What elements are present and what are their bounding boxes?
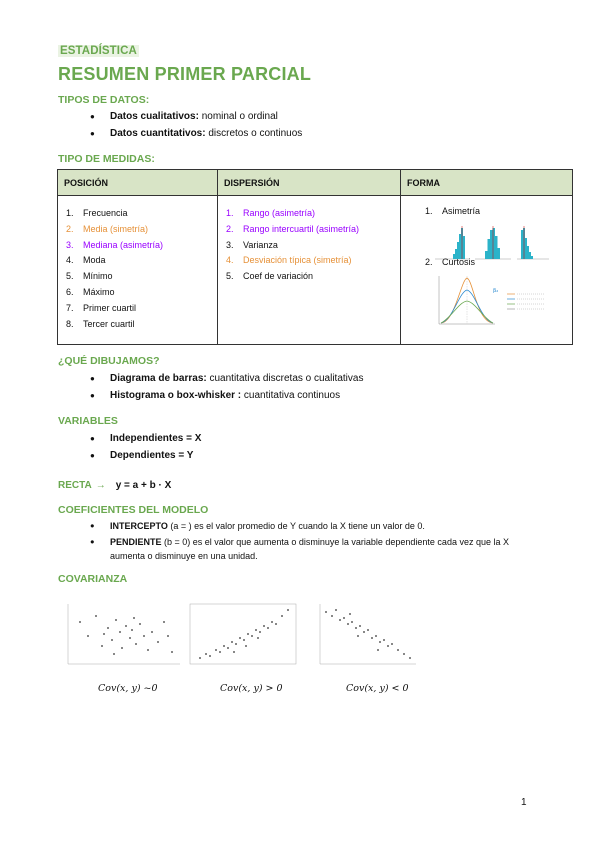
list-item: ● PENDIENTE (b = 0) es el valor que aumenta o disminuye la variable dependiente cada vez que la X aumenta o disminuye en una unidad. (90, 535, 540, 563)
list-item: 4. Desviación típica (simetría) (226, 255, 352, 266)
dispersion-list (218, 206, 400, 285)
list-item: 2. Rango intercuartil (asimetría) (226, 223, 360, 234)
cov-label-positive: Cov(x, y) > 0 (220, 683, 283, 694)
scatter-cov-zero-image (60, 602, 184, 676)
list-item: 1. Frecuencia (66, 208, 128, 218)
medidas-table (57, 169, 573, 345)
histogram-right-skew (517, 226, 549, 259)
list-item: 5. Mínimo (66, 271, 113, 282)
list-item: ● Diagrama de barras: cuantitativa discretas o cualitativas (90, 370, 363, 387)
list-item: ● INTERCEPTO (a = ) es el valor promedio de Y cuando la X tiene un valor de 0. (90, 519, 540, 533)
coeficientes-list (90, 519, 540, 565)
dispersion-cell (218, 196, 401, 345)
scatter-points (79, 615, 173, 655)
arrow-right-icon: → (95, 480, 106, 491)
list-item: 5. Coef de variación (226, 271, 314, 282)
recta-equation: y = a + b · X (115, 480, 172, 491)
scatter-cov-negative-image (312, 602, 418, 676)
column-header-forma: FORMA (401, 170, 573, 196)
section-heading-dibujamos: ¿QUÉ DIBUJAMOS? (58, 355, 160, 367)
section-heading-coeficientes: COEFICIENTES DEL MODELO (58, 504, 209, 516)
histogram-symmetric (475, 226, 511, 259)
column-header-dispersion: DISPERSIÓN (218, 170, 401, 196)
recta-label: RECTA (58, 480, 92, 491)
list-item: ● Histograma o box-whisker : cuantitativa continuos (90, 387, 363, 404)
list-item: ● Dependientes = Y (90, 447, 201, 464)
list-item: 1. Rango (asimetría) (226, 208, 316, 218)
histogram-left-skew (435, 226, 469, 259)
tipos-datos-list (90, 108, 302, 142)
section-heading-covarianza: COVARIANZA (58, 573, 128, 585)
scatter-cov-positive-image (188, 602, 300, 676)
list-item: 4. Moda (66, 255, 106, 266)
dibujamos-list (90, 370, 363, 404)
scatter-points (199, 609, 289, 659)
list-item: ● Datos cuantitativos: discretos o continuos (90, 125, 302, 142)
page-number: 1 (521, 797, 527, 808)
posicion-list (58, 206, 217, 332)
posicion-cell (58, 196, 218, 345)
subject-label: ESTADÍSTICA (60, 45, 137, 57)
forma-cell (401, 196, 573, 345)
svg-text:β₂: β₂ (493, 288, 499, 294)
kurtosis-chart-image (433, 274, 553, 330)
list-item: 2. Media (simetría) (66, 223, 149, 234)
page-title: RESUMEN PRIMER PARCIAL (58, 64, 312, 84)
list-item: ● Datos cualitativos: nominal o ordinal (90, 108, 302, 125)
list-item: 3. Varianza (226, 239, 278, 250)
list-item: 6. Máximo (66, 286, 115, 297)
list-item: 8. Tercer cuartil (66, 318, 135, 329)
scatter-points (325, 609, 411, 659)
recta-line (58, 480, 171, 491)
variables-list (90, 430, 201, 464)
cov-label-negative: Cov(x, y) < 0 (346, 683, 409, 694)
section-heading-tipos-datos: TIPOS DE DATOS: (58, 94, 150, 106)
list-item: 3. Mediana (asimetría) (66, 239, 164, 250)
forma-item-asimetria: 1. Asimetría (425, 206, 481, 216)
list-item: 7. Primer cuartil (66, 302, 137, 313)
section-heading-variables: VARIABLES (58, 415, 118, 427)
column-header-posicion: POSICIÓN (58, 170, 218, 196)
list-item: ● Independientes = X (90, 430, 201, 447)
cov-label-zero: Cov(x, y) ~0 (98, 683, 158, 694)
section-heading-tipo-medidas: TIPO DE MEDIDAS: (58, 153, 155, 165)
forma-item-curtosis: 2. Curtosis (425, 257, 476, 267)
